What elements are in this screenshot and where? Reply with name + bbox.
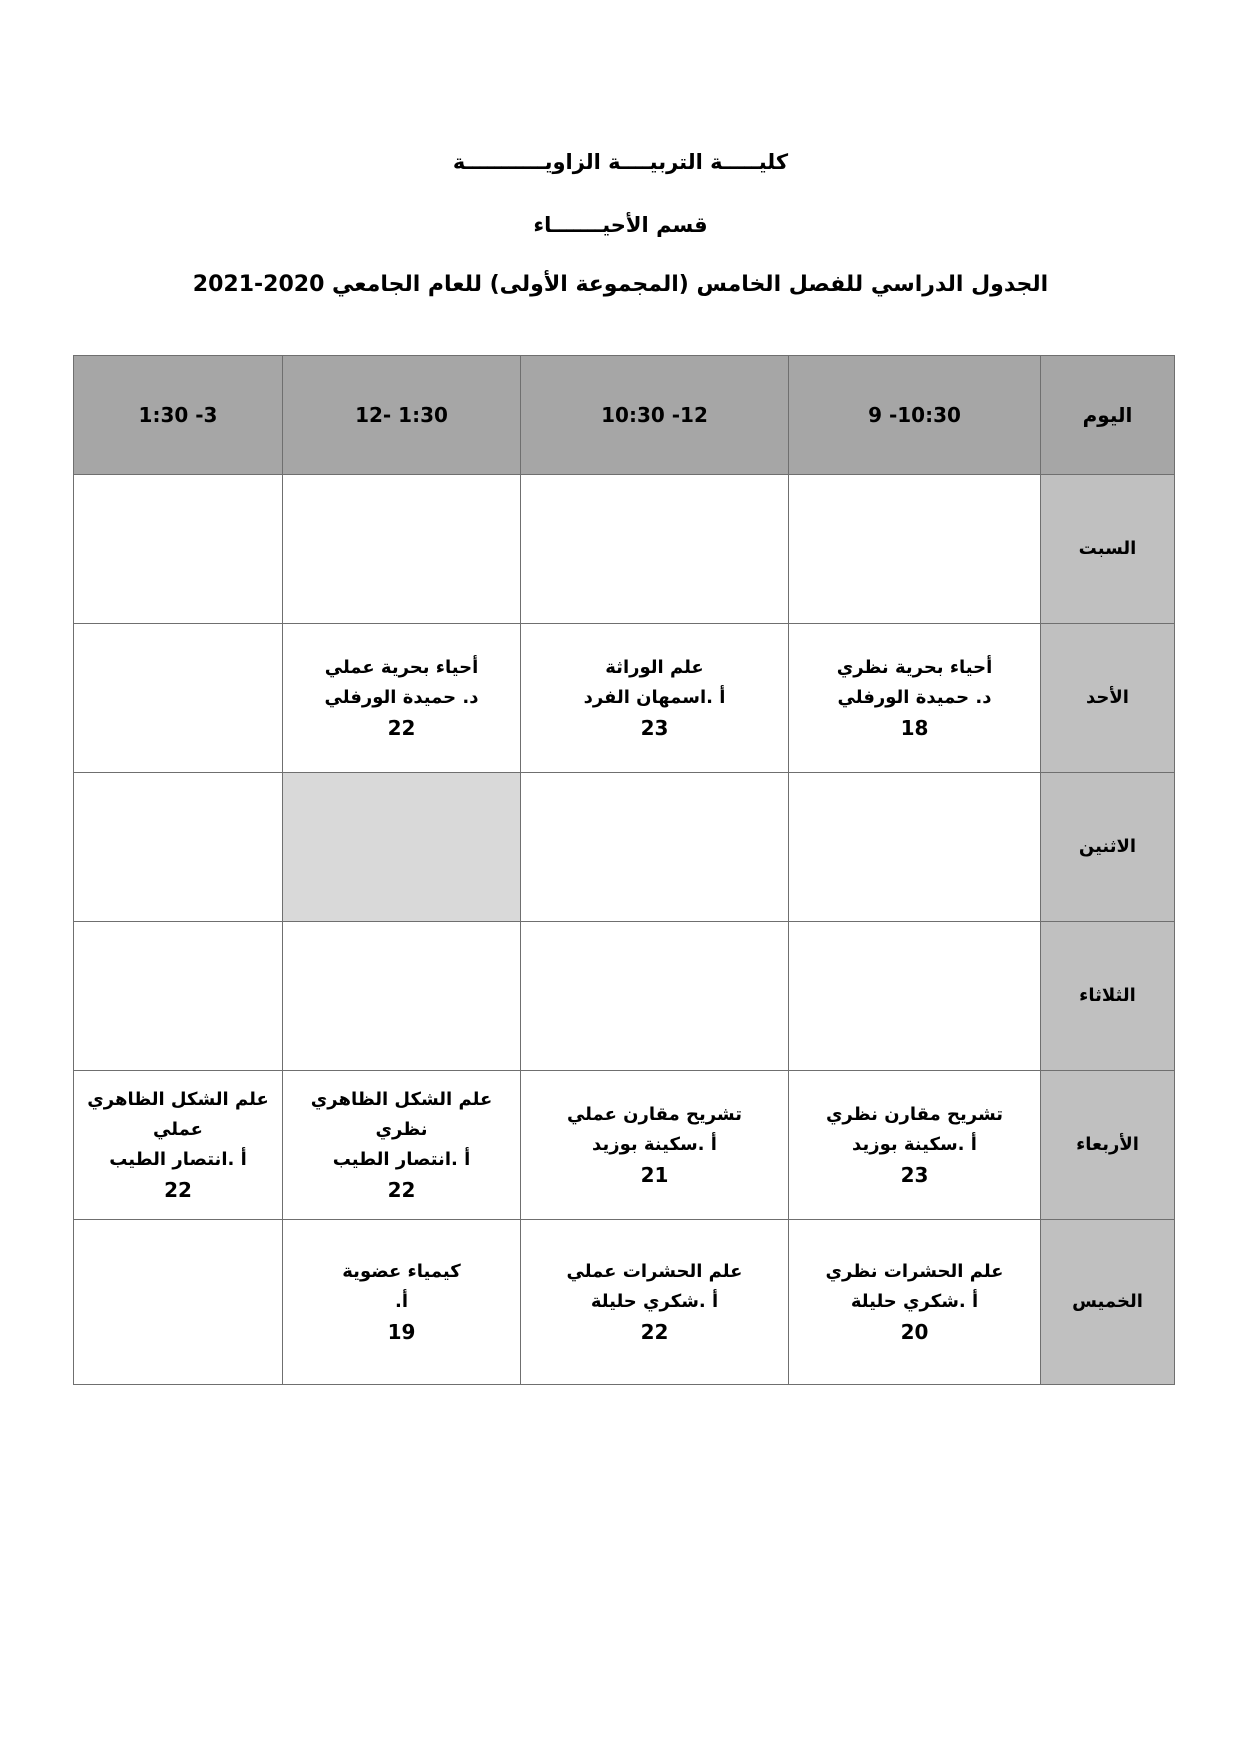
course-detail: أ .انتصار الطيب <box>332 1149 471 1170</box>
course-name: تشريح مقارن عملي <box>566 1104 743 1125</box>
schedule-cell <box>283 1220 521 1385</box>
college-name: كليـــــة التربيــــة الزاويـــــــــــة <box>452 150 789 174</box>
schedule-cell <box>74 475 283 624</box>
course-detail: عملي <box>153 1119 203 1140</box>
schedule-cell <box>283 773 521 922</box>
schedule-cell <box>74 1071 283 1220</box>
schedule-cell <box>521 922 789 1071</box>
schedule-table <box>73 355 1175 1385</box>
course-detail: أ .انتصار الطيب <box>109 1149 247 1170</box>
course-detail: أ .سكينة بوزيد <box>592 1134 717 1155</box>
schedule-cell <box>283 624 521 773</box>
course-name: علم الوراثة <box>605 657 704 678</box>
course-name: علم الحشرات نظري <box>825 1261 1004 1282</box>
schedule-cell <box>74 624 283 773</box>
room-number: 21 <box>640 1163 669 1187</box>
header-slot-1: 9 -10:30 <box>789 356 1041 475</box>
day-cell: الخميس <box>1041 1220 1175 1385</box>
table-row <box>74 1220 1175 1385</box>
course-name: كيمياء عضوية <box>342 1261 461 1282</box>
day-cell: الأربعاء <box>1041 1071 1175 1220</box>
schedule-cell <box>789 475 1041 624</box>
day-cell: الثلاثاء <box>1041 922 1175 1071</box>
schedule-cell <box>283 922 521 1071</box>
room-number: 19 <box>387 1320 416 1344</box>
schedule-cell <box>74 773 283 922</box>
course-detail: أ .شكري حليلة <box>850 1291 979 1312</box>
room-number: 22 <box>164 1178 192 1202</box>
course-detail: د. حميدة الورفلي <box>837 687 992 708</box>
header-slot-4: 1:30 -3 <box>74 356 283 475</box>
header-slot-3: 12- 1:30 <box>283 356 521 475</box>
table-row <box>74 1071 1175 1220</box>
day-cell: الاثنين <box>1041 773 1175 922</box>
schedule-cell <box>521 1220 789 1385</box>
schedule-cell <box>521 773 789 922</box>
schedule-cell <box>521 624 789 773</box>
header-row <box>74 356 1175 475</box>
schedule-cell <box>521 1071 789 1220</box>
schedule-title: الجدول الدراسي للفصل الخامس (المجموعة الأولى) للعام الجامعي 2020-2021 <box>192 272 1049 297</box>
course-detail: د. حميدة الورفلي <box>324 687 479 708</box>
schedule-cell <box>789 624 1041 773</box>
room-number: 22 <box>387 716 416 740</box>
schedule-cell <box>74 922 283 1071</box>
schedule-cell <box>521 475 789 624</box>
schedule-cell <box>283 1071 521 1220</box>
course-name: علم الشكل الظاهري <box>87 1089 269 1110</box>
course-name: أحياء بحرية نظري <box>836 657 993 678</box>
course-detail: أ .سكينة بوزيد <box>852 1134 977 1155</box>
course-detail: أ .اسمهان الفرد <box>583 687 726 708</box>
course-name: علم الشكل الظاهري نظري <box>310 1089 493 1140</box>
room-number: 22 <box>640 1320 669 1344</box>
day-cell: الأحد <box>1041 624 1175 773</box>
schedule-cell <box>789 1071 1041 1220</box>
schedule-cell <box>283 475 521 624</box>
header-day: اليوم <box>1041 356 1175 475</box>
course-name: علم الحشرات عملي <box>566 1261 743 1282</box>
room-number: 23 <box>900 1163 929 1187</box>
department-name: قسم الأحيـــــــاء <box>533 213 708 237</box>
schedule-cell <box>789 1220 1041 1385</box>
room-number: 20 <box>900 1320 929 1344</box>
course-detail: أ .شكري حليلة <box>590 1291 719 1312</box>
schedule-cell <box>789 773 1041 922</box>
room-number: 22 <box>387 1178 416 1202</box>
table-row <box>74 922 1175 1071</box>
room-number: 18 <box>900 716 929 740</box>
room-number: 23 <box>640 716 669 740</box>
course-name: أحياء بحرية عملي <box>324 657 479 678</box>
table-row <box>74 475 1175 624</box>
header-slot-2: 10:30 -12 <box>521 356 789 475</box>
schedule-cell <box>789 922 1041 1071</box>
course-name: تشريح مقارن نظري <box>825 1104 1004 1125</box>
table-row <box>74 624 1175 773</box>
course-detail: أ. <box>394 1291 408 1312</box>
day-cell: السبت <box>1041 475 1175 624</box>
schedule-cell <box>74 1220 283 1385</box>
table-row <box>74 773 1175 922</box>
